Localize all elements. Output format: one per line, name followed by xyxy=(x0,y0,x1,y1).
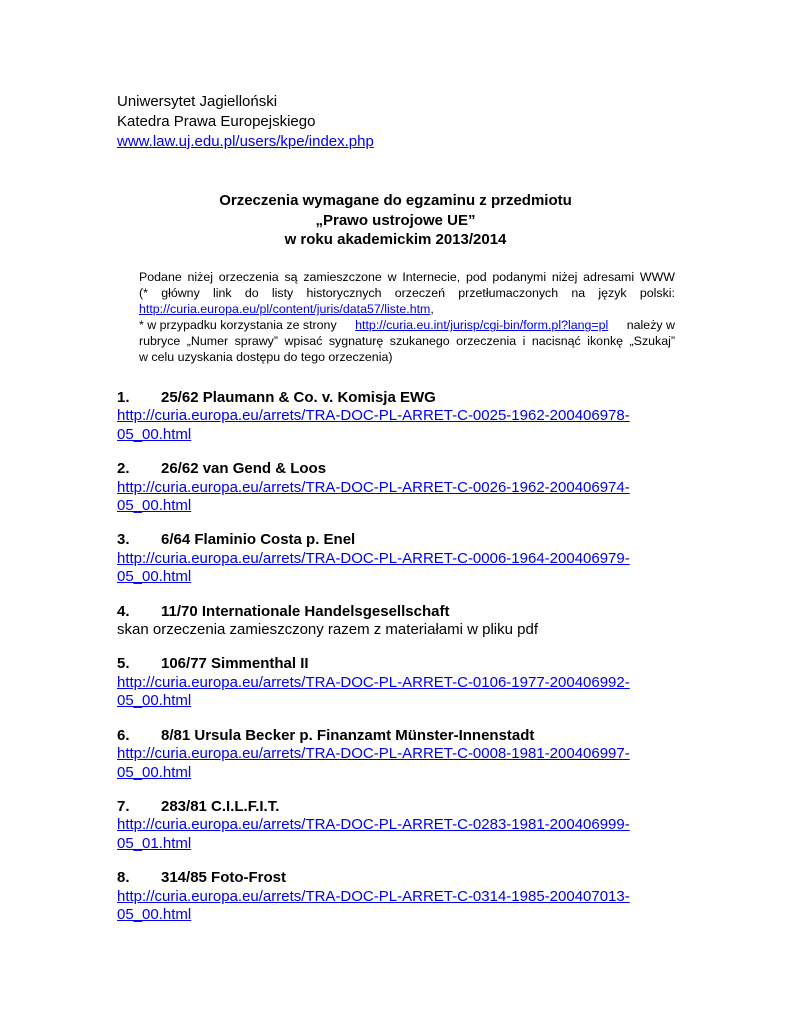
case-link-line-2[interactable]: 05_00.html xyxy=(117,568,192,586)
case-number: 4. xyxy=(117,602,130,620)
case-link-line-1[interactable]: http://curia.europa.eu/arrets/TRA-DOC-PL-ARRET-C-0006-1964-200406979- xyxy=(117,549,630,567)
intro-line-link xyxy=(139,301,675,317)
department-website-link[interactable]: www.law.uj.edu.pl/users/kpe/index.php xyxy=(117,133,374,150)
intro-line-3 xyxy=(139,317,675,333)
title-line-3: w roku akademickim 2013/2014 xyxy=(284,231,507,248)
case-title: 26/62 van Gend & Loos xyxy=(161,460,327,478)
case-item xyxy=(117,869,677,924)
department-name: Katedra Prawa Europejskiego xyxy=(117,113,316,130)
case-title: 8/81 Ursula Becker p. Finanzamt Münster-Innenstadt xyxy=(161,726,535,744)
case-link[interactable] xyxy=(117,816,677,853)
case-item xyxy=(117,727,677,782)
case-item xyxy=(117,531,677,586)
case-link[interactable] xyxy=(117,407,677,444)
case-item xyxy=(117,389,677,444)
intro-paragraph xyxy=(139,269,675,366)
case-number: 7. xyxy=(117,797,130,815)
case-title: 25/62 Plaumann & Co. v. Komisja EWG xyxy=(161,389,436,406)
case-link-line-1[interactable]: http://curia.europa.eu/arrets/TRA-DOC-PL-ARRET-C-0008-1981-200406997- xyxy=(117,745,630,763)
case-note: skan orzeczenia zamieszczony razem z materiałami w pliku pdf xyxy=(117,621,538,639)
case-title: 106/77 Simmenthal II xyxy=(161,655,309,673)
case-link[interactable] xyxy=(117,479,677,516)
case-title: 283/81 C.I.L.F.I.T. xyxy=(161,797,280,815)
case-link-line-2[interactable]: 05_00.html xyxy=(117,425,192,443)
case-link-line-2[interactable]: 05_00.html xyxy=(117,497,192,515)
case-link-line-1[interactable]: http://curia.europa.eu/arrets/TRA-DOC-PL-ARRET-C-0314-1985-200407013- xyxy=(117,887,630,905)
case-number: 3. xyxy=(117,531,130,549)
case-item xyxy=(117,655,677,710)
juris-list-link[interactable]: http://curia.europa.eu/pl/content/juris/data57/liste.htm xyxy=(139,302,431,317)
title-line-1: Orzeczenia wymagane do egzaminu z przedmiotu xyxy=(219,192,572,209)
case-item xyxy=(117,798,677,853)
intro-line-3-prefix: * w przypadku korzystania ze strony xyxy=(139,318,337,333)
case-link-line-1[interactable]: http://curia.europa.eu/arrets/TRA-DOC-PL-ARRET-C-0106-1977-200406992- xyxy=(117,673,630,691)
case-link[interactable] xyxy=(117,888,677,925)
case-link-line-2[interactable]: 05_00.html xyxy=(117,763,192,781)
case-number: 1. xyxy=(117,389,130,406)
case-link-line-1[interactable]: http://curia.europa.eu/arrets/TRA-DOC-PL-ARRET-C-0283-1981-200406999- xyxy=(117,816,630,834)
case-number: 8. xyxy=(117,869,130,887)
case-link-line-2[interactable]: 05_01.html xyxy=(117,834,192,852)
case-link-line-2[interactable]: 05_00.html xyxy=(117,905,192,923)
case-title: 6/64 Flaminio Costa p. Enel xyxy=(161,531,356,549)
intro-line-2: (* główny link do listy historycznych orzeczeń przetłumaczonych na język polski: xyxy=(139,286,675,301)
title-line-2: „Prawo ustrojowe UE” xyxy=(315,211,476,229)
intro-line-5: w celu uzyskania dostępu do tego orzeczenia) xyxy=(139,350,393,365)
university-name: Uniwersytet Jagielloński xyxy=(117,93,278,110)
case-title: 314/85 Foto-Frost xyxy=(161,869,287,887)
curia-search-form-link[interactable]: http://curia.eu.int/jurisp/cgi-bin/form.pl?lang=pl xyxy=(355,318,609,333)
case-link-line-2[interactable]: 05_00.html xyxy=(117,692,192,710)
case-item xyxy=(117,460,677,515)
document-header xyxy=(117,92,374,152)
intro-link-suffix: , xyxy=(430,302,434,317)
case-number: 2. xyxy=(117,460,130,478)
case-link-line-1[interactable]: http://curia.europa.eu/arrets/TRA-DOC-PL-ARRET-C-0026-1962-200406974- xyxy=(117,478,630,496)
case-link[interactable] xyxy=(117,745,677,782)
case-link[interactable] xyxy=(117,550,677,587)
case-link-line-1[interactable]: http://curia.europa.eu/arrets/TRA-DOC-PL-ARRET-C-0025-1962-200406978- xyxy=(117,407,630,425)
intro-line-4: rubryce „Numer sprawy” wpisać sygnaturę szukanego orzeczenia i nacisnąć ikonkę „Szukaj” xyxy=(139,334,675,349)
case-title: 11/70 Internationale Handelsgesellschaft xyxy=(161,602,450,620)
case-list xyxy=(117,389,677,940)
document-title xyxy=(0,191,791,250)
case-link[interactable] xyxy=(117,674,677,711)
case-item xyxy=(117,603,677,640)
case-number: 6. xyxy=(117,726,130,744)
intro-line-1: Podane niżej orzeczenia są zamieszczone w Internecie, pod podanymi niżej adresami WWW xyxy=(139,270,675,284)
case-number: 5. xyxy=(117,655,130,673)
intro-line-3-suffix: należy w xyxy=(626,318,675,333)
